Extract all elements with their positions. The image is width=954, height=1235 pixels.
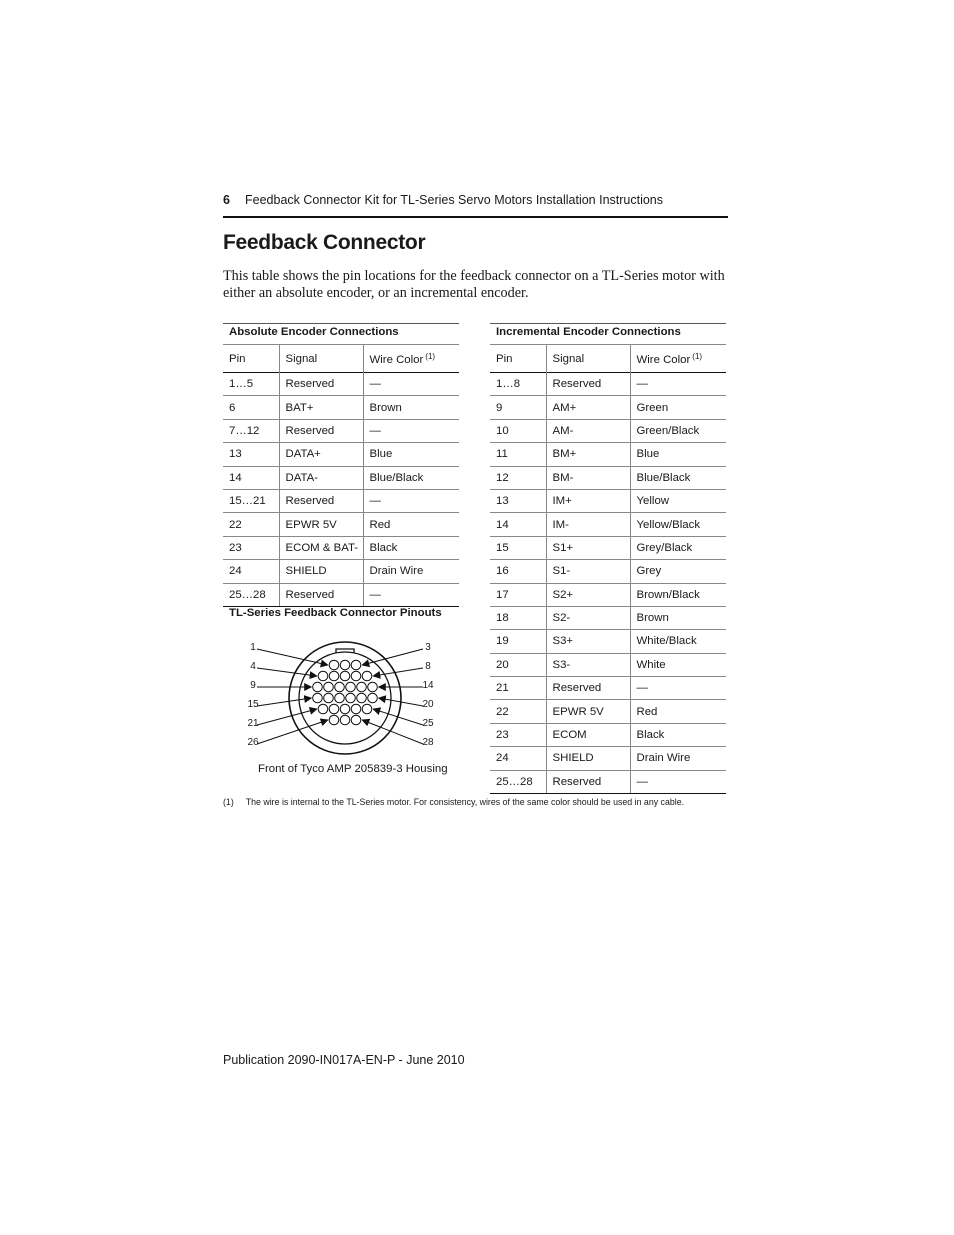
signal-cell: DATA+	[279, 443, 363, 466]
pin-label: 14	[422, 680, 434, 691]
pin-hole	[351, 704, 361, 714]
section-title: Feedback Connector	[223, 231, 426, 254]
wire-color-cell: Grey	[630, 560, 726, 583]
absolute-encoder-table	[223, 323, 459, 607]
table-row	[490, 396, 726, 419]
wire-color-cell: Brown	[630, 606, 726, 629]
wire-color-cell: —	[363, 373, 459, 396]
table-row	[490, 583, 726, 606]
signal-cell: S3-	[546, 653, 630, 676]
pin-hole	[329, 704, 339, 714]
table-row	[490, 466, 726, 489]
pin-cell: 20	[490, 653, 546, 676]
wire-color-cell: Black	[363, 536, 459, 559]
pin-cell: 6	[223, 396, 279, 419]
table-row	[490, 700, 726, 723]
pin-hole	[324, 693, 334, 703]
signal-cell: IM-	[546, 513, 630, 536]
pin-cell: 12	[490, 466, 546, 489]
column-header: Pin	[223, 345, 279, 373]
pin-hole	[340, 660, 350, 670]
table-row	[490, 747, 726, 770]
signal-cell: Reserved	[546, 677, 630, 700]
table-row	[490, 489, 726, 512]
pin-hole	[329, 715, 339, 725]
pin-hole	[329, 671, 339, 681]
pin-label: 25	[422, 718, 434, 729]
pin-cell: 9	[490, 396, 546, 419]
pin-cell: 18	[490, 606, 546, 629]
signal-cell: Reserved	[546, 770, 630, 793]
pin-cell: 24	[223, 560, 279, 583]
page-number: 6	[223, 193, 230, 207]
pin-hole	[357, 693, 367, 703]
signal-cell: IM+	[546, 489, 630, 512]
wire-color-cell: Yellow	[630, 489, 726, 512]
table-title: Absolute Encoder Connections	[223, 324, 459, 345]
signal-cell: AM-	[546, 419, 630, 442]
signal-cell: BM-	[546, 466, 630, 489]
pin-label: 20	[422, 699, 434, 710]
wire-color-cell: —	[363, 489, 459, 512]
table-row	[223, 513, 459, 536]
leader-line	[257, 709, 317, 725]
pin-cell: 1…5	[223, 373, 279, 396]
leader-line	[257, 720, 328, 744]
table-row	[490, 513, 726, 536]
wire-color-cell: Yellow/Black	[630, 513, 726, 536]
wire-color-cell: Drain Wire	[630, 747, 726, 770]
table-row	[223, 536, 459, 559]
leader-line	[362, 649, 423, 665]
intro-paragraph: This table shows the pin locations for the feedback connector on a TL-Series motor with either an absolute encoder, or an incremental encoder.	[223, 268, 725, 301]
signal-cell: SHIELD	[546, 747, 630, 770]
pin-label: 21	[247, 718, 259, 729]
pin-cell: 7…12	[223, 419, 279, 442]
wire-color-cell: White	[630, 653, 726, 676]
table-row	[490, 770, 726, 793]
pin-label: 3	[425, 642, 431, 653]
pin-hole	[318, 671, 328, 681]
pin-hole	[324, 682, 334, 692]
footnote-marker: (1)	[425, 351, 436, 361]
column-header: Wire Color $^{(1)}$	[363, 345, 459, 373]
pin-cell: 16	[490, 560, 546, 583]
signal-cell: Reserved	[279, 583, 363, 606]
pin-cell: 1…8	[490, 373, 546, 396]
signal-cell: EPWR 5V	[546, 700, 630, 723]
column-header: Signal	[279, 345, 363, 373]
pin-cell: 14	[490, 513, 546, 536]
table-row	[490, 536, 726, 559]
column-header: Signal	[546, 345, 630, 373]
wire-color-cell: Green/Black	[630, 419, 726, 442]
pin-hole	[329, 660, 339, 670]
pin-label: 28	[422, 737, 434, 748]
incremental-encoder-table	[490, 323, 726, 794]
leader-line	[257, 698, 311, 706]
table-row	[490, 419, 726, 442]
pin-hole	[351, 671, 361, 681]
pin-hole	[351, 715, 361, 725]
column-header: Wire Color $^{(1)}$	[630, 345, 726, 373]
pin-label: 15	[247, 699, 259, 710]
table-row	[223, 489, 459, 512]
pin-cell: 22	[223, 513, 279, 536]
column-header: Pin	[490, 345, 546, 373]
signal-cell: ECOM	[546, 723, 630, 746]
table-row	[490, 560, 726, 583]
signal-cell: S3+	[546, 630, 630, 653]
wire-color-cell: —	[630, 677, 726, 700]
table-row	[223, 560, 459, 583]
pin-label: 1	[250, 642, 256, 653]
pin-cell: 13	[223, 443, 279, 466]
signal-cell: ECOM & BAT-	[279, 536, 363, 559]
pin-label: 26	[247, 737, 259, 748]
wire-color-cell: Blue/Black	[363, 466, 459, 489]
wire-color-cell: Drain Wire	[363, 560, 459, 583]
signal-cell: S1-	[546, 560, 630, 583]
footnote-marker: (1)	[692, 351, 703, 361]
signal-cell: Reserved	[546, 373, 630, 396]
pin-label: 9	[250, 680, 256, 691]
pin-cell: 14	[223, 466, 279, 489]
wire-color-cell: Brown/Black	[630, 583, 726, 606]
signal-cell: Reserved	[279, 419, 363, 442]
pin-cell: 17	[490, 583, 546, 606]
pin-hole	[346, 693, 356, 703]
pin-label: 4	[250, 661, 256, 672]
signal-cell: BM+	[546, 443, 630, 466]
table-row	[490, 677, 726, 700]
wire-color-cell: Red	[630, 700, 726, 723]
wire-color-cell: Green	[630, 396, 726, 419]
table-row	[223, 373, 459, 396]
pin-cell: 22	[490, 700, 546, 723]
pin-hole	[362, 671, 372, 681]
pin-hole	[313, 693, 323, 703]
wire-color-cell: White/Black	[630, 630, 726, 653]
table-title: Incremental Encoder Connections	[490, 324, 726, 345]
signal-cell: AM+	[546, 396, 630, 419]
pin-cell: 21	[490, 677, 546, 700]
pin-cell: 15…21	[223, 489, 279, 512]
table-row	[490, 606, 726, 629]
wire-color-cell: Grey/Black	[630, 536, 726, 559]
header-title: Feedback Connector Kit for TL-Series Servo Motors Installation Instructions	[245, 193, 664, 207]
signal-cell: S2-	[546, 606, 630, 629]
wire-color-cell: Brown	[363, 396, 459, 419]
pin-hole	[340, 715, 350, 725]
pin-cell: 25…28	[490, 770, 546, 793]
table-row	[223, 583, 459, 606]
footnote	[223, 797, 684, 807]
pin-hole	[368, 693, 378, 703]
leader-line	[257, 649, 328, 665]
signal-cell: S2+	[546, 583, 630, 606]
table-row	[490, 630, 726, 653]
pin-hole	[318, 704, 328, 714]
pin-cell: 13	[490, 489, 546, 512]
pinout-caption: Front of Tyco AMP 205839-3 Housing	[258, 763, 448, 775]
table-row	[223, 443, 459, 466]
wire-color-cell: Blue/Black	[630, 466, 726, 489]
pin-cell: 24	[490, 747, 546, 770]
pin-cell: 25…28	[223, 583, 279, 606]
pinout-title: TL-Series Feedback Connector Pinouts	[229, 607, 442, 619]
wire-color-cell: —	[363, 419, 459, 442]
pin-cell: 23	[490, 723, 546, 746]
pin-cell: 10	[490, 419, 546, 442]
pin-cell: 23	[223, 536, 279, 559]
signal-cell: SHIELD	[279, 560, 363, 583]
pin-cell: 15	[490, 536, 546, 559]
wire-color-cell: —	[630, 770, 726, 793]
pin-hole	[313, 682, 323, 692]
signal-cell: Reserved	[279, 489, 363, 512]
pin-label: 8	[425, 661, 431, 672]
wire-color-cell: Blue	[363, 443, 459, 466]
pin-holes	[313, 660, 378, 725]
signal-cell: DATA-	[279, 466, 363, 489]
footnote-text: The wire is internal to the TL-Series motor. For consistency, wires of the same color should be used in any cable.	[245, 797, 685, 807]
signal-cell: Reserved	[279, 373, 363, 396]
wire-color-cell: —	[630, 373, 726, 396]
wire-color-cell: Red	[363, 513, 459, 536]
pin-hole	[346, 682, 356, 692]
page-header	[223, 192, 728, 218]
table-row	[490, 653, 726, 676]
table-row	[490, 443, 726, 466]
signal-cell: S1+	[546, 536, 630, 559]
table-row	[490, 723, 726, 746]
pin-hole	[362, 704, 372, 714]
table-row	[223, 419, 459, 442]
pin-hole	[368, 682, 378, 692]
wire-color-cell: Black	[630, 723, 726, 746]
table-row	[223, 396, 459, 419]
publication-number: Publication 2090-IN017A-EN-P - June 2010	[223, 1053, 465, 1067]
pin-cell: 11	[490, 443, 546, 466]
table-row	[223, 466, 459, 489]
table-row	[490, 373, 726, 396]
leader-line	[362, 720, 423, 744]
signal-cell: BAT+	[279, 396, 363, 419]
wire-color-cell: Blue	[630, 443, 726, 466]
pin-hole	[335, 682, 345, 692]
signal-cell: EPWR 5V	[279, 513, 363, 536]
pin-hole	[335, 693, 345, 703]
pin-hole	[340, 671, 350, 681]
wire-color-cell: —	[363, 583, 459, 606]
pin-cell: 19	[490, 630, 546, 653]
pin-hole	[340, 704, 350, 714]
pin-hole	[351, 660, 361, 670]
pin-hole	[357, 682, 367, 692]
footnote-marker: (1)	[223, 797, 234, 807]
